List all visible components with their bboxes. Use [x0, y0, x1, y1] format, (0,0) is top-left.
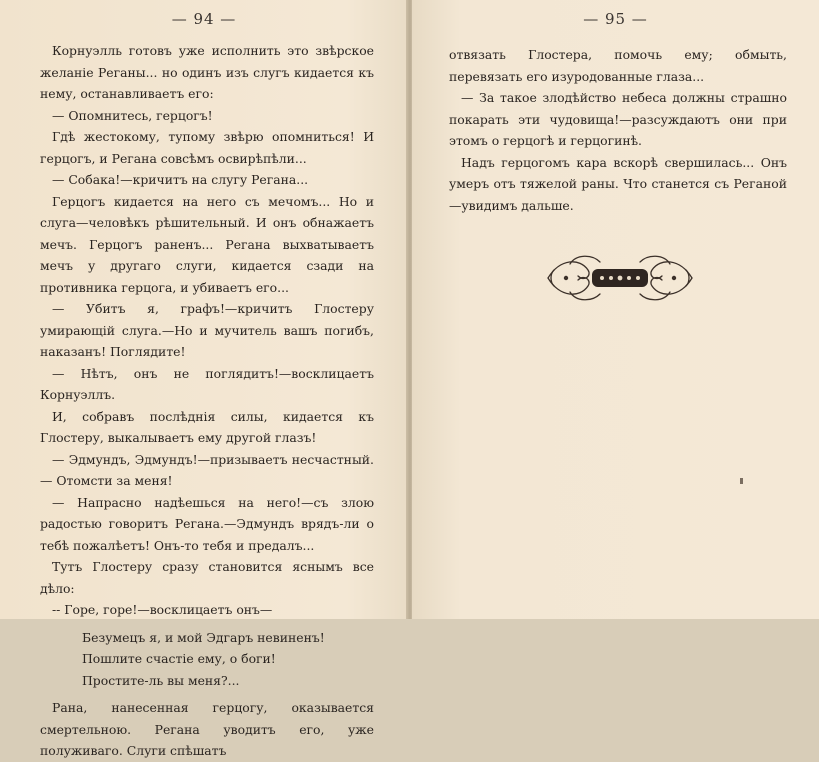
paragraph: Рана, нанесенная герцогу, оказывается смертельною. Регана уводитъ его, уже полуживаго. Слуги спѣшатъ: [40, 700, 374, 758]
paragraph: -- Горе, горе!—восклицаетъ онъ—: [52, 602, 273, 617]
paragraph: — Эдмундъ, Эдмундъ!—призываетъ несчастный.— Отомсти за меня!: [40, 451, 374, 488]
left-page-text: [40, 40, 374, 762]
paragraph: — Напрасно надѣешься на него!—съ злою радостью говоритъ Регана.—Эдмундъ врядъ-ли о тебѣ пожалѣетъ! Онъ-то тебя и предалъ...: [40, 494, 374, 553]
paragraph: Корнуэлль готовъ уже исполнить это звѣрское желаніе Реганы... но одинъ изъ слугъ кидается къ нему, останавливаетъ его:: [40, 43, 374, 101]
verse-line: Безумецъ я, и мой Эдгаръ невиненъ!: [82, 629, 325, 645]
right-page: [412, 0, 819, 619]
paragraph: — За такое злодѣйство небеса должны страшно покарать эти чудовища!—разсуждаютъ они при этомъ о герцогѣ и герцогинѣ.: [449, 90, 787, 148]
paragraph: — Убитъ я, графъ!—кричитъ Глостеру умирающій слуга.—Но и мучитель вашъ погибъ, наказанъ! Поглядите!: [40, 301, 374, 359]
paragraph: И, собравъ послѣднія силы, кидается къ Глостеру, выкалываетъ ему другой глазъ!: [40, 408, 374, 445]
paragraph: — Нѣтъ, онъ не поглядитъ!—восклицаетъ Корнуэллъ.: [40, 365, 374, 402]
paragraph: — Опомнитесь, герцогъ!: [52, 107, 213, 123]
right-page-text: [449, 44, 787, 216]
paragraph: — Собака!—кричитъ на слугу Регана...: [52, 172, 309, 187]
paragraph: Тутъ Глостеру сразу становится яснымъ все дѣло:: [40, 559, 374, 596]
left-page: [0, 0, 408, 758]
paragraph: Герцогъ кидается на него съ мечомъ... Но и слуга—человѣкъ рѣшительный. И онъ обнажаетъ мечъ. Герцогъ раненъ... Регана выхватываетъ мечъ у другаго слуги, кидается сзади на противника герцога, и убиваетъ его...: [40, 193, 374, 295]
paragraph: Гдѣ жестокому, тупому звѣрю опомниться! И герцогъ, и Регана совсѣмъ освирѣпѣли...: [40, 129, 374, 166]
decorative-vignette-icon: [540, 252, 700, 304]
verse-line: Пошлите счастіе ему, о боги!: [82, 651, 276, 666]
verse-line: Простите-ль вы меня?...: [82, 672, 240, 688]
page-number-right: — 95 —: [583, 10, 648, 28]
page-number-left: — 94 —: [171, 10, 237, 28]
page-mark: [740, 478, 743, 484]
paragraph: Надъ герцогомъ кара вскорѣ свершилась... Онъ умеръ отъ тяжелой раны. Что станется съ Реганой—увидимъ дальше.: [449, 154, 787, 213]
paragraph: отвязать Глостера, помочь ему; обмыть, перевязать его изуродованные глаза...: [449, 47, 787, 84]
